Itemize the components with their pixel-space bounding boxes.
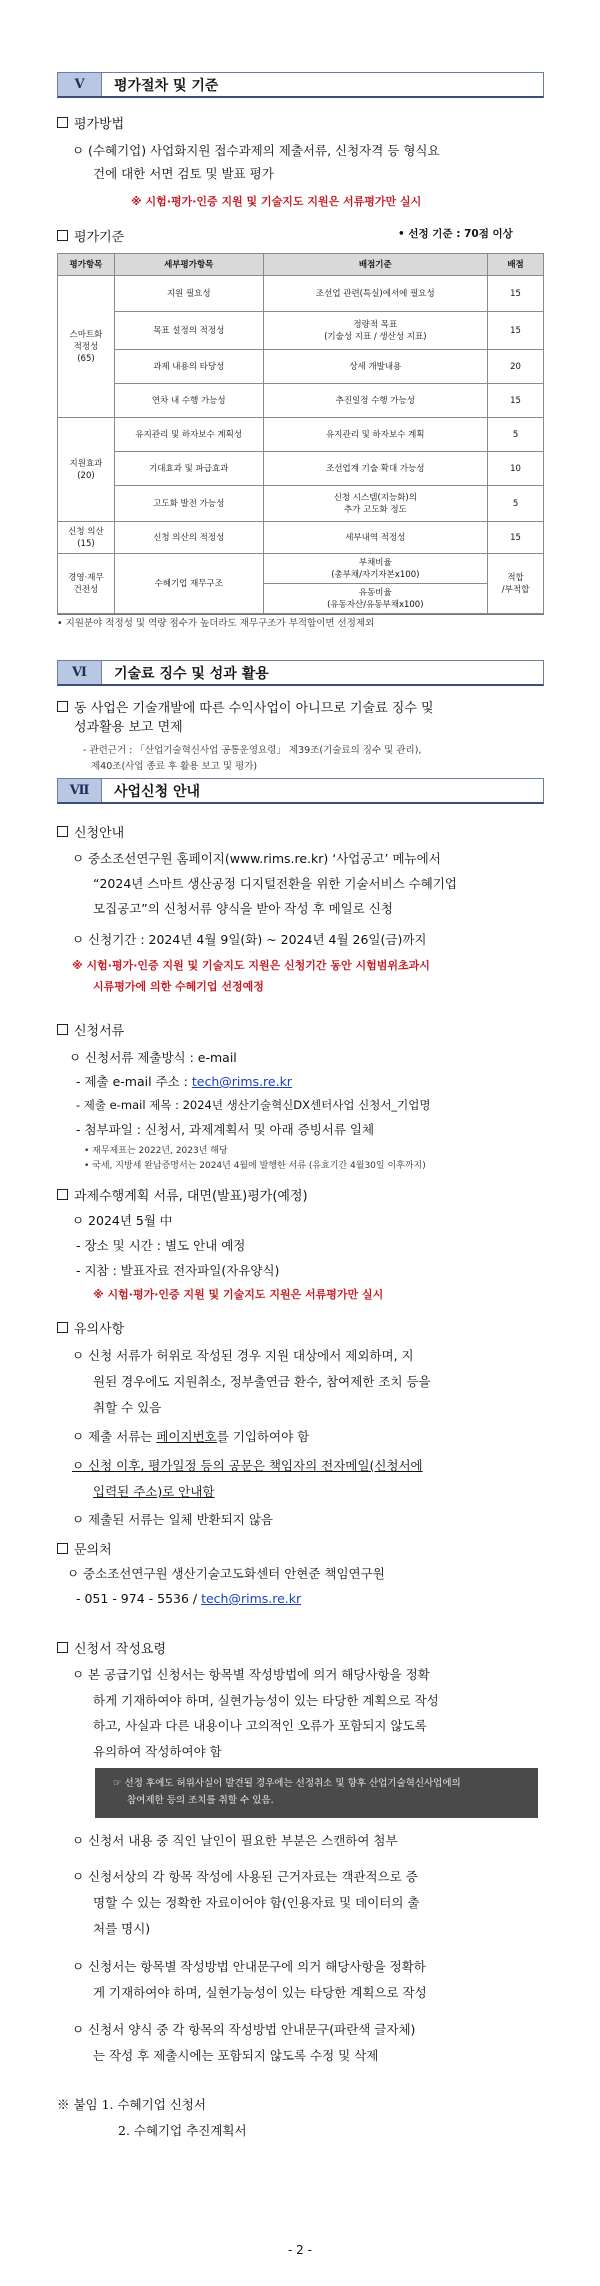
score-cell: 적합 /부적합 [488,554,544,614]
docs-mail-line: - 제출 e-mail 주소 : tech@rims.re.kr [76,1074,292,1089]
detail-cell: 연차 내 수행 가능성 [114,384,263,418]
eval-method-line1: ㅇ (수혜기업) 사업화지원 접수과제의 제출서류, 신청자격 등 형식요 [72,143,440,158]
square-bullet-icon [57,1024,68,1035]
score-cell: 20 [488,350,544,384]
page-number: - 2 - [288,2243,312,2257]
docs-sub2: • 국세, 지방세 완납증명서는 2024년 4월에 발행한 서류 (유효기간 4월30일 이후까지) [84,1161,426,1171]
royalty-line1: 동 사업은 기술개발에 따른 수익사업이 아니므로 기술료 징수 및 [57,697,434,716]
plan-heading: 과제수행계획 서류, 대면(발표)평가(예정) [57,1185,308,1204]
writing1-line3: 하고, 사실과 다른 내용이나 고의적인 오류가 포함되지 않도록 [93,1718,427,1733]
square-bullet-icon [57,1189,68,1200]
section-5-title: 평가절차 및 기준 [114,77,219,94]
writing2: ㅇ 신청서 내용 중 직인 날인이 필요한 부분은 스캔하여 첨부 [72,1833,398,1848]
royalty-ref1: - 관련근거 : 「산업기술혁신사업 공통운영요령」 제39조(기술료의 징수 및 관리), [83,745,422,756]
guide-line3: 모집공고”의 신청서류 양식을 받아 작성 후 메일로 신청 [93,901,393,916]
section-5-number: Ⅴ [58,73,102,96]
criteria-cell: 유지관리 및 하자보수 계획 [263,418,488,452]
writing-heading: 신청서 작성요령 [57,1638,166,1657]
caution1-line3: 취할 수 있음 [93,1400,162,1415]
detail-cell: 기대효과 및 파급효과 [114,452,263,486]
criteria-cell: 정량적 목표 (기술성 지표 / 생산성 지표) [263,312,488,350]
cautions-heading: 유의사항 [57,1318,124,1337]
eval-criteria-heading: 평가기준 [57,226,124,245]
writing5-line1: ㅇ 신청서 양식 중 각 항목의 작성방법 안내문구(파란색 글자체) [72,2022,416,2037]
score-cell: 15 [488,522,544,554]
detail-cell: 고도화 발전 가능성 [114,486,263,522]
writing4-line2: 게 기재하여야 하며, 실현가능성이 있는 타당한 계획으로 작성 [93,1985,427,2000]
caution2: ㅇ 제출 서류는 페이지번호를 기입하여야 함 [72,1429,310,1444]
guide-line1: ㅇ 중소조선연구원 홈페이지(www.rims.re.kr) ‘사업공고’ 메뉴에서 [72,851,441,866]
caution3-line1: ㅇ 신청 이후, 평가일정 등의 공문은 책임자의 전자메일(신청서에 [72,1458,423,1473]
plan-note: ※ 시험·평가·인증 지원 및 기술지도 지원은 서류평가만 실시 [93,1288,384,1301]
docs-heading: 신청서류 [57,1020,124,1039]
guide-period: ㅇ 신청기간 : 2024년 4월 9일(화) ~ 2024년 4월 26일(금)까지 [72,932,427,947]
group-cell: 경영·재무 건전성 [58,554,115,614]
score-cell: 15 [488,276,544,312]
guide-note1: ※ 시험·평가·인증 지원 및 기술지도 지원은 신청기간 동안 시험범위초과시 [72,959,430,972]
group-cell: 신청 의산 (15) [58,522,115,554]
eval-method-line2: 건에 대한 서면 검토 및 발표 평가 [93,166,274,181]
square-bullet-icon [57,1543,68,1554]
caution1-line1: ㅇ 신청 서류가 허위로 작성된 경우 지원 대상에서 제외하며, 지 [72,1348,414,1363]
contact-phone: - 051 - 974 - 5536 / tech@rims.re.kr [76,1591,302,1606]
plan-place: - 장소 및 시간 : 별도 안내 예정 [76,1238,246,1253]
criteria-cell: 세부내역 적정성 [263,522,488,554]
square-bullet-icon [57,230,68,241]
section-7-header [57,778,544,804]
section-6-number: Ⅵ [58,661,102,684]
guide-heading: 신청안내 [57,822,124,841]
attachment-line2: 2. 수혜기업 추진계획서 [118,2123,247,2138]
table-row [58,384,544,418]
docs-attach: - 첨부파일 : 신청서, 과제계획서 및 아래 증빙서류 일체 [76,1122,375,1137]
plan-prep: - 지참 : 발표자료 전자파일(자유양식) [76,1263,280,1278]
writing3-line2: 명할 수 있는 정확한 자료이어야 함(인용자료 및 데이터의 출 [93,1895,420,1910]
docs-method: ㅇ 신청서류 제출방식 : e-mail [69,1050,237,1065]
table-row [58,418,544,452]
criteria-cell: 조선업계 기술 확대 가능성 [263,452,488,486]
criteria-cell: 추진일정 수행 가능성 [263,384,488,418]
attachment-line1: ※ 붙임 1. 수혜기업 신청서 [57,2097,206,2112]
detail-cell: 수혜기업 재무구조 [114,554,263,614]
criteria-cell: 신청 시스템(지능화)의 추가 고도화 정도 [263,486,488,522]
group-cell: 지원효과 (20) [58,418,115,522]
table-header-cell: 세부평가항목 [114,254,263,276]
criteria-cell: 부채비율 (총부채/자기자본x100) [263,554,488,584]
detail-cell: 과제 내용의 타당성 [114,350,263,384]
section-7-number: Ⅶ [58,779,102,802]
writing4-line1: ㅇ 신청서는 항목별 작성방법 안내문구에 의거 해당사항을 정확하 [72,1959,426,1974]
section-5-header [57,72,544,98]
evaluation-table [57,253,544,614]
warning-line1: ☞ 선정 후에도 허위사실이 발견될 경우에는 선정취소 및 향후 산업기술혁신사업에의 [113,1778,461,1789]
email-link[interactable]: tech@rims.re.kr [191,1074,292,1089]
contact-email-link[interactable]: tech@rims.re.kr [201,1591,302,1606]
writing1-line4: 유의하여 작성하여야 함 [93,1744,222,1759]
table-row [58,350,544,384]
detail-cell: 목표 설정의 적정성 [114,312,263,350]
section-6-header [57,660,544,686]
table-row [58,554,544,584]
section-7-title: 사업신청 안내 [114,783,201,800]
section-6-title: 기술료 징수 및 성과 활용 [114,665,269,682]
criteria-cell: 조선업 관련(특실)에서에 필요성 [263,276,488,312]
royalty-line2: 성과활용 보고 면제 [74,720,183,735]
writing1-line1: ㅇ 본 공급기업 신청서는 항목별 작성방법에 의거 해당사항을 정확 [72,1667,430,1682]
detail-cell: 지원 필요성 [114,276,263,312]
table-row [58,452,544,486]
table-row [58,522,544,554]
caution3-line2: 입력된 주소)로 안내함 [93,1484,215,1499]
group-cell: 스마트화 적정성 (65) [58,276,115,418]
docs-sub1: • 재무제표는 2022년, 2023년 해당 [84,1146,228,1156]
score-cell: 5 [488,418,544,452]
writing1-line2: 하게 기재하여야 하며, 실현가능성이 있는 타당한 계획으로 작성 [93,1693,439,1708]
writing3-line1: ㅇ 신청서상의 각 항목 작성에 사용된 근거자료는 객관적으로 증 [72,1869,418,1884]
score-cell: 10 [488,452,544,486]
table-row [58,486,544,522]
guide-note2: 시류평가에 의한 수혜기업 선정예정 [93,980,264,993]
warning-line2: 참여제한 등의 조치를 취할 수 있음. [127,1795,274,1806]
detail-cell: 신청 의산의 적정성 [114,522,263,554]
score-cell: 15 [488,384,544,418]
eval-method-note: ※ 시험·평가·인증 지원 및 기술지도 지원은 서류평가만 실시 [131,195,422,208]
square-bullet-icon [57,1322,68,1333]
square-bullet-icon [57,117,68,128]
table-header-cell: 배점 [488,254,544,276]
selection-threshold: • 선정 기준 : 70점 이상 [398,228,513,240]
caution1-line2: 원된 경우에도 지원취소, 정부출연금 환수, 참여제한 조치 등을 [93,1374,431,1389]
plan-date: ㅇ 2024년 5월 中 [72,1213,173,1228]
docs-subject: - 제출 e-mail 제목 : 2024년 생산기술혁신DX센터사업 신청서_기업명 [76,1098,431,1112]
table-header-row [58,254,544,276]
criteria-cell: 상세 개발내용 [263,350,488,384]
warning-box [95,1768,538,1818]
square-bullet-icon [57,826,68,837]
table-row [58,276,544,312]
table-row [58,312,544,350]
eval-method-heading: 평가방법 [57,113,124,132]
royalty-ref2: 제40조(사업 종료 후 활용 보고 및 평가) [91,761,258,772]
table-header-cell: 평가항목 [58,254,115,276]
criteria-cell: 유동비율 (유동자산/유동부채x100) [263,584,488,614]
caution4: ㅇ 제출된 서류는 일체 반환되지 않음 [72,1512,273,1527]
square-bullet-icon [57,1642,68,1653]
table-footnote: • 지원분야 적정성 및 역량 점수가 높더라도 재무구조가 부적합이면 선정제외 [57,614,544,631]
contact-heading: 문의처 [57,1539,112,1558]
table-header-cell: 배점기준 [263,254,488,276]
detail-cell: 유지관리 및 하자보수 계획성 [114,418,263,452]
writing3-line3: 처를 명시) [93,1921,151,1936]
guide-line2: “2024년 스마트 생산공정 디지털전환을 위한 기술서비스 수혜기업 [93,876,458,891]
contact-person: ㅇ 중소조선연구원 생산기술고도화센터 안현준 책임연구원 [67,1566,385,1581]
score-cell: 15 [488,312,544,350]
score-cell: 5 [488,486,544,522]
writing5-line2: 는 작성 후 제출시에는 포함되지 않도록 수정 및 삭제 [93,2048,379,2063]
square-bullet-icon [57,701,68,712]
